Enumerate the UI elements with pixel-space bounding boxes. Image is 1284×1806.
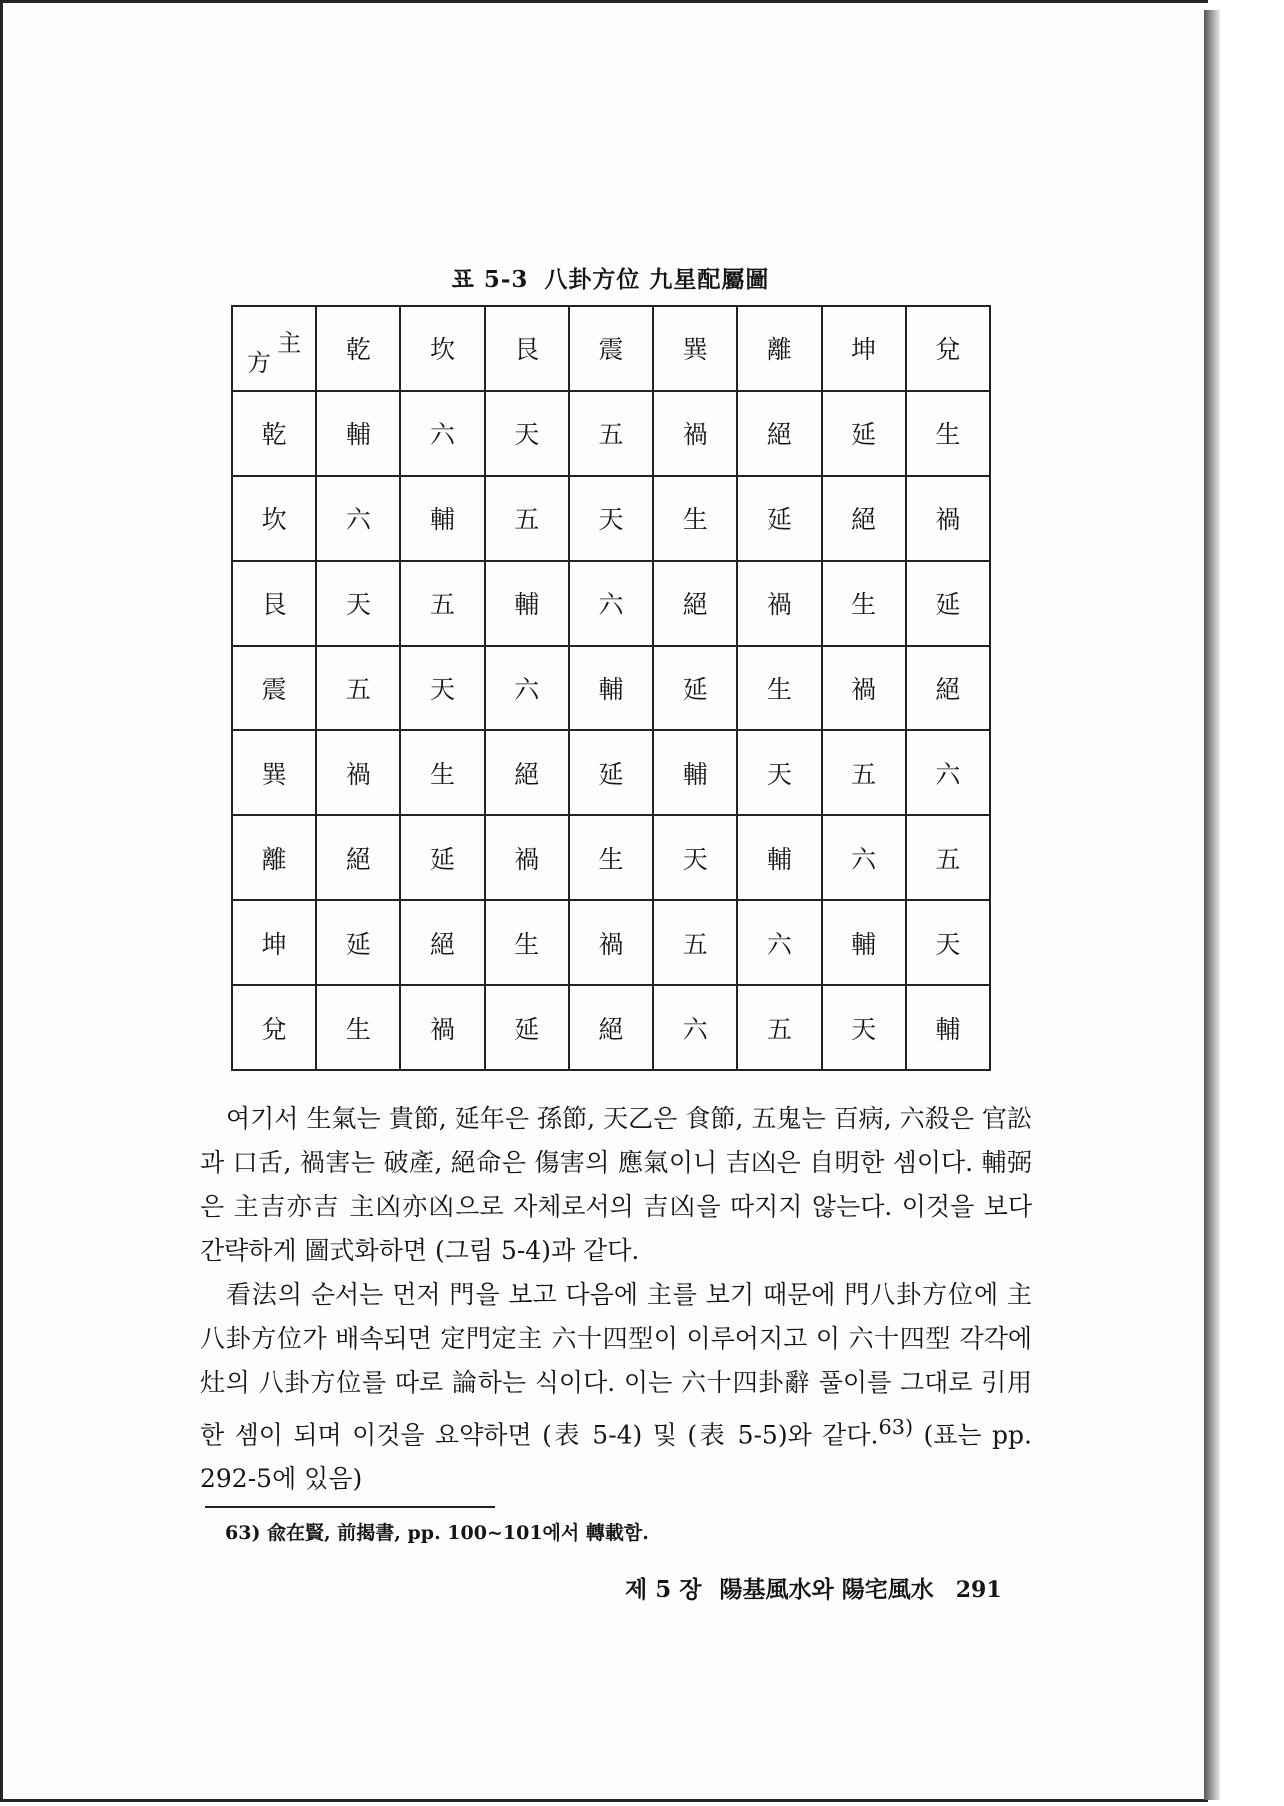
table-cell: 禍 [569, 900, 653, 985]
table-cell: 絕 [737, 391, 821, 476]
row-header: 震 [232, 646, 316, 731]
table-cell: 生 [737, 646, 821, 731]
row-header: 巽 [232, 730, 316, 815]
column-header: 兌 [906, 306, 990, 391]
column-header: 坎 [400, 306, 484, 391]
footnote: 63) 兪在賢, 前揭書, pp. 100~101에서 轉載함. [225, 1522, 649, 1544]
table-row [232, 730, 990, 815]
table-cell: 五 [400, 561, 484, 646]
table-cell: 輔 [906, 985, 990, 1070]
table-cell: 絕 [569, 985, 653, 1070]
table-cell: 輔 [316, 391, 400, 476]
footer-chapter: 제 5 장 [625, 1576, 702, 1603]
page-number: 291 [955, 1577, 1002, 1603]
corner-direction-label: 方 [247, 348, 271, 377]
table-cell: 延 [906, 561, 990, 646]
footer-title: 陽基風水와 陽宅風水 [719, 1576, 934, 1603]
table-cell: 絕 [653, 561, 737, 646]
table-cell: 六 [316, 476, 400, 561]
column-header: 震 [569, 306, 653, 391]
row-header: 坎 [232, 476, 316, 561]
row-header: 離 [232, 815, 316, 900]
table-cell: 生 [822, 561, 906, 646]
table-cell: 五 [485, 476, 569, 561]
footnote-reference: 63) [878, 1415, 914, 1439]
table-cell: 延 [400, 815, 484, 900]
table-row [232, 391, 990, 476]
row-header: 兌 [232, 985, 316, 1070]
table-cell: 生 [569, 815, 653, 900]
table-cell: 生 [316, 985, 400, 1070]
paragraph-tail: (표는 pp. 292-5에 있음) [200, 1420, 1032, 1494]
table-cell: 絕 [906, 646, 990, 731]
table-cell: 天 [485, 391, 569, 476]
table-cell: 輔 [822, 900, 906, 985]
table-caption [3, 261, 1218, 294]
table-row [232, 476, 990, 561]
column-header: 巽 [653, 306, 737, 391]
table-cell: 禍 [737, 561, 821, 646]
table-cell: 生 [400, 730, 484, 815]
table-cell: 六 [400, 391, 484, 476]
table-cell: 延 [569, 730, 653, 815]
table-cell: 天 [906, 900, 990, 985]
table-cell: 絕 [822, 476, 906, 561]
column-header: 坤 [822, 306, 906, 391]
table-cell: 六 [485, 646, 569, 731]
table-cell: 禍 [400, 985, 484, 1070]
table-cell: 絕 [400, 900, 484, 985]
table-row [232, 815, 990, 900]
column-header: 離 [737, 306, 821, 391]
table-cell: 六 [737, 900, 821, 985]
table-cell: 輔 [485, 561, 569, 646]
header-row [232, 306, 990, 391]
table-cell: 五 [737, 985, 821, 1070]
table-cell: 延 [485, 985, 569, 1070]
paragraph [200, 1273, 1032, 1501]
table-caption-title: 八卦方位 九星配屬圖 [544, 266, 770, 293]
table-cell: 禍 [485, 815, 569, 900]
corner-cell [232, 306, 316, 391]
table-cell: 禍 [316, 730, 400, 815]
table-cell: 輔 [653, 730, 737, 815]
column-header: 乾 [316, 306, 400, 391]
table-cell: 五 [822, 730, 906, 815]
table-cell: 禍 [653, 391, 737, 476]
table-cell: 延 [822, 391, 906, 476]
table-cell: 天 [400, 646, 484, 731]
table-cell: 延 [653, 646, 737, 731]
table-cell: 絕 [316, 815, 400, 900]
table-cell: 延 [316, 900, 400, 985]
table-cell: 生 [485, 900, 569, 985]
table-cell: 輔 [400, 476, 484, 561]
table-cell: 延 [737, 476, 821, 561]
row-header: 乾 [232, 391, 316, 476]
table-cell: 禍 [906, 476, 990, 561]
row-header: 坤 [232, 900, 316, 985]
table-cell: 五 [316, 646, 400, 731]
table-cell: 生 [653, 476, 737, 561]
corner-main-label: 主 [277, 329, 302, 357]
paragraph-text: 看法의 순서는 먼저 門을 보고 다음에 主를 보기 때문에 門八卦方位에 主八卦方位가 배속되면 定門定主 六十四型이 이루어지고 이 六十四型 각각에 灶의 八卦方位를 따로 論하는 식이다. 이는 六十四卦辭 풀이를 그대로 引用한 셈이 되며 이것을 요약하면 (表 5-4) 및 (表 5-5)와 같다. [200, 1280, 1032, 1450]
table-row [232, 900, 990, 985]
table-cell: 六 [569, 561, 653, 646]
column-header: 艮 [485, 306, 569, 391]
table-cell: 五 [906, 815, 990, 900]
table-cell: 天 [653, 815, 737, 900]
table-cell: 輔 [569, 646, 653, 731]
table-cell: 五 [569, 391, 653, 476]
table-cell: 天 [569, 476, 653, 561]
table-cell: 輔 [737, 815, 821, 900]
bagua-table [231, 305, 991, 1071]
body-text [200, 1097, 1032, 1501]
table-cell: 天 [737, 730, 821, 815]
table-row [232, 561, 990, 646]
table-caption-number: 표 5-3 [451, 266, 529, 293]
table-cell: 絕 [485, 730, 569, 815]
table-cell: 六 [822, 815, 906, 900]
table-cell: 生 [906, 391, 990, 476]
page-edge-shadow [1204, 10, 1220, 1800]
table-cell: 六 [653, 985, 737, 1070]
footnote-rule [205, 1506, 495, 1508]
table-row [232, 985, 990, 1070]
table-cell: 禍 [822, 646, 906, 731]
row-header: 艮 [232, 561, 316, 646]
paragraph: 여기서 生氣는 貴節, 延年은 孫節, 天乙은 食節, 五鬼는 百病, 六殺은 官訟과 口舌, 禍害는 破產, 絕命은 傷害의 應氣이니 吉凶은 自明한 셈이다. 輔弼은 主吉亦吉 主凶亦凶으로 자체로서의 吉凶을 따지지 않는다. 이것을 보다 간략하게 圖式화하면 (그림 5-4)과 같다. [200, 1104, 1032, 1265]
table-cell: 五 [653, 900, 737, 985]
table-cell: 天 [316, 561, 400, 646]
running-footer [625, 1571, 1002, 1604]
table-cell: 六 [906, 730, 990, 815]
table-cell: 天 [822, 985, 906, 1070]
table-row [232, 646, 990, 731]
